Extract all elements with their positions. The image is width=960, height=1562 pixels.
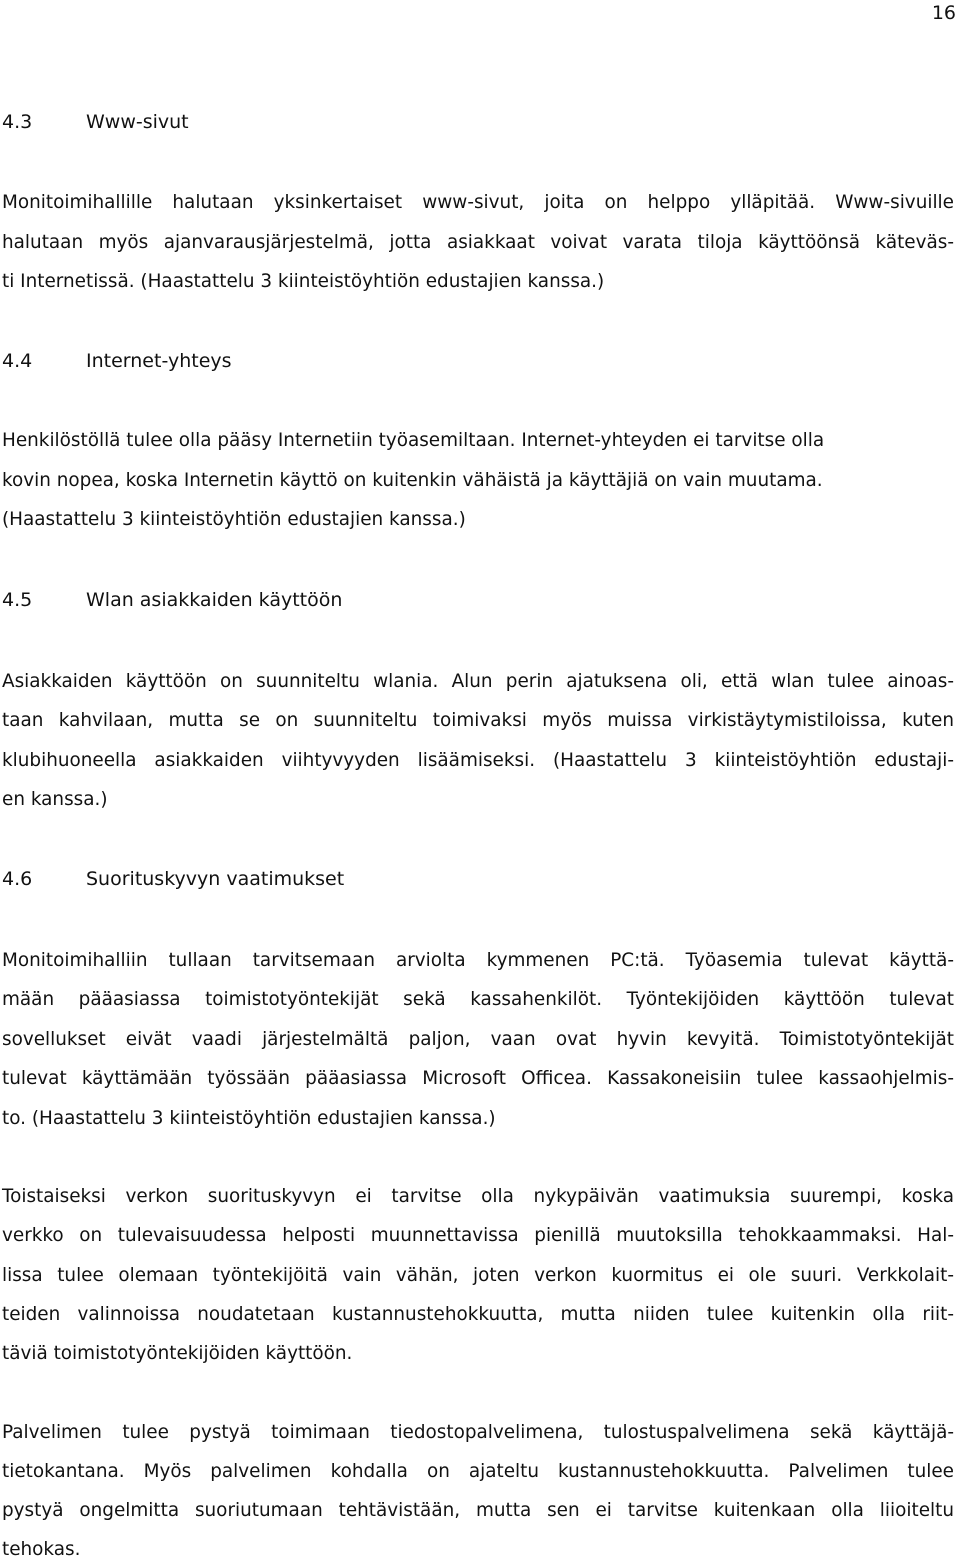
paragraph-line: to. (Haastattelu 3 kiinteistöyhtiön edustajien kanssa.) — [2, 1108, 496, 1129]
section-number: 4.4 — [2, 350, 33, 372]
section-title: Www-sivut — [86, 111, 189, 133]
paragraph-line: tehokas. — [2, 1539, 81, 1560]
paragraph-line: verkko on tulevaisuudessa helposti muunnettavissa pienillä muutoksilla tehokkaammaksi. Hal- — [2, 1225, 954, 1246]
section-title: Internet-yhteys — [86, 350, 232, 372]
paragraph-line: mään pääasiassa toimistotyöntekijät sekä kassahenkilöt. Työntekijöiden käyttöön tulevat — [2, 989, 954, 1010]
page-number: 16 — [931, 2, 956, 24]
paragraph-line: kovin nopea, koska Internetin käyttö on kuitenkin vähäistä ja käyttäjiä on vain muutama. — [2, 470, 823, 491]
paragraph-line: teiden valinnoissa noudatetaan kustannustehokkuutta, mutta niiden tulee kuitenkin olla riit- — [2, 1304, 954, 1325]
paragraph-line: (Haastattelu 3 kiinteistöyhtiön edustajien kanssa.) — [2, 509, 466, 530]
paragraph-line: klubihuoneella asiakkaiden viihtyvyyden lisäämiseksi. (Haastattelu 3 kiinteistöyhtiön edustaji- — [2, 750, 954, 771]
section-title: Wlan asiakkaiden käyttöön — [86, 589, 343, 611]
paragraph-line: Palvelimen tulee pystyä toimimaan tiedostopalvelimena, tulostuspalvelimena sekä käyttäjä- — [2, 1422, 954, 1443]
section-heading-4-4 — [2, 349, 232, 373]
section-heading-4-5 — [2, 588, 342, 612]
paragraph-line: Monitoimihallille halutaan yksinkertaiset www-sivut, joita on helppo ylläpitää. Www-sivuille — [2, 192, 954, 213]
paragraph-line: Henkilöstöllä tulee olla pääsy Internetiin työasemiltaan. Internet-yhteyden ei tarvitse olla — [2, 430, 825, 451]
paragraph-line: Asiakkaiden käyttöön on suunniteltu wlania. Alun perin ajatuksena oli, että wlan tulee ainoas- — [2, 671, 954, 692]
section-number: 4.6 — [2, 868, 33, 890]
paragraph-line: tulevat käyttämään työssään pääasiassa Microsoft Officea. Kassakoneisiin tulee kassaohjelmis- — [2, 1068, 954, 1089]
paragraph-line: ti Internetissä. (Haastattelu 3 kiinteistöyhtiön edustajien kanssa.) — [2, 271, 605, 292]
section-title: Suorituskyvyn vaatimukset — [86, 868, 345, 890]
paragraph-line: lissa tulee olemaan työntekijöitä vain vähän, joten verkon kuormitus ei ole suuri. Verkkolait- — [2, 1265, 954, 1286]
paragraph-line: pystyä ongelmitta suoriutumaan tehtävistään, mutta sen ei tarvitse kuitenkaan olla liioiteltu — [2, 1500, 954, 1521]
paragraph-line: halutaan myös ajanvarausjärjestelmä, jotta asiakkaat voivat varata tiloja käyttöönsä käteväs- — [2, 232, 954, 253]
paragraph-line: Monitoimihalliin tullaan tarvitsemaan arviolta kymmenen PC:tä. Työasemia tulevat käyttä- — [2, 950, 954, 971]
section-number: 4.3 — [2, 111, 33, 133]
paragraph-line: Toistaiseksi verkon suorituskyvyn ei tarvitse olla nykypäivän vaatimuksia suurempi, koska — [2, 1186, 954, 1207]
section-heading-4-3 — [2, 110, 189, 134]
paragraph-line: taan kahvilaan, mutta se on suunniteltu toimivaksi myös muissa virkistäytymistiloissa, kuten — [2, 710, 954, 731]
paragraph-line: sovellukset eivät vaadi järjestelmältä paljon, vaan ovat hyvin kevyitä. Toimistotyöntekijät — [2, 1029, 954, 1050]
section-heading-4-6 — [2, 867, 344, 891]
paragraph-line: täviä toimistotyöntekijöiden käyttöön. — [2, 1343, 353, 1364]
paragraph-line: tietokantana. Myös palvelimen kohdalla on ajateltu kustannustehokkuutta. Palvelimen tulee — [2, 1461, 954, 1482]
paragraph-line: en kanssa.) — [2, 789, 108, 810]
section-number: 4.5 — [2, 589, 33, 611]
